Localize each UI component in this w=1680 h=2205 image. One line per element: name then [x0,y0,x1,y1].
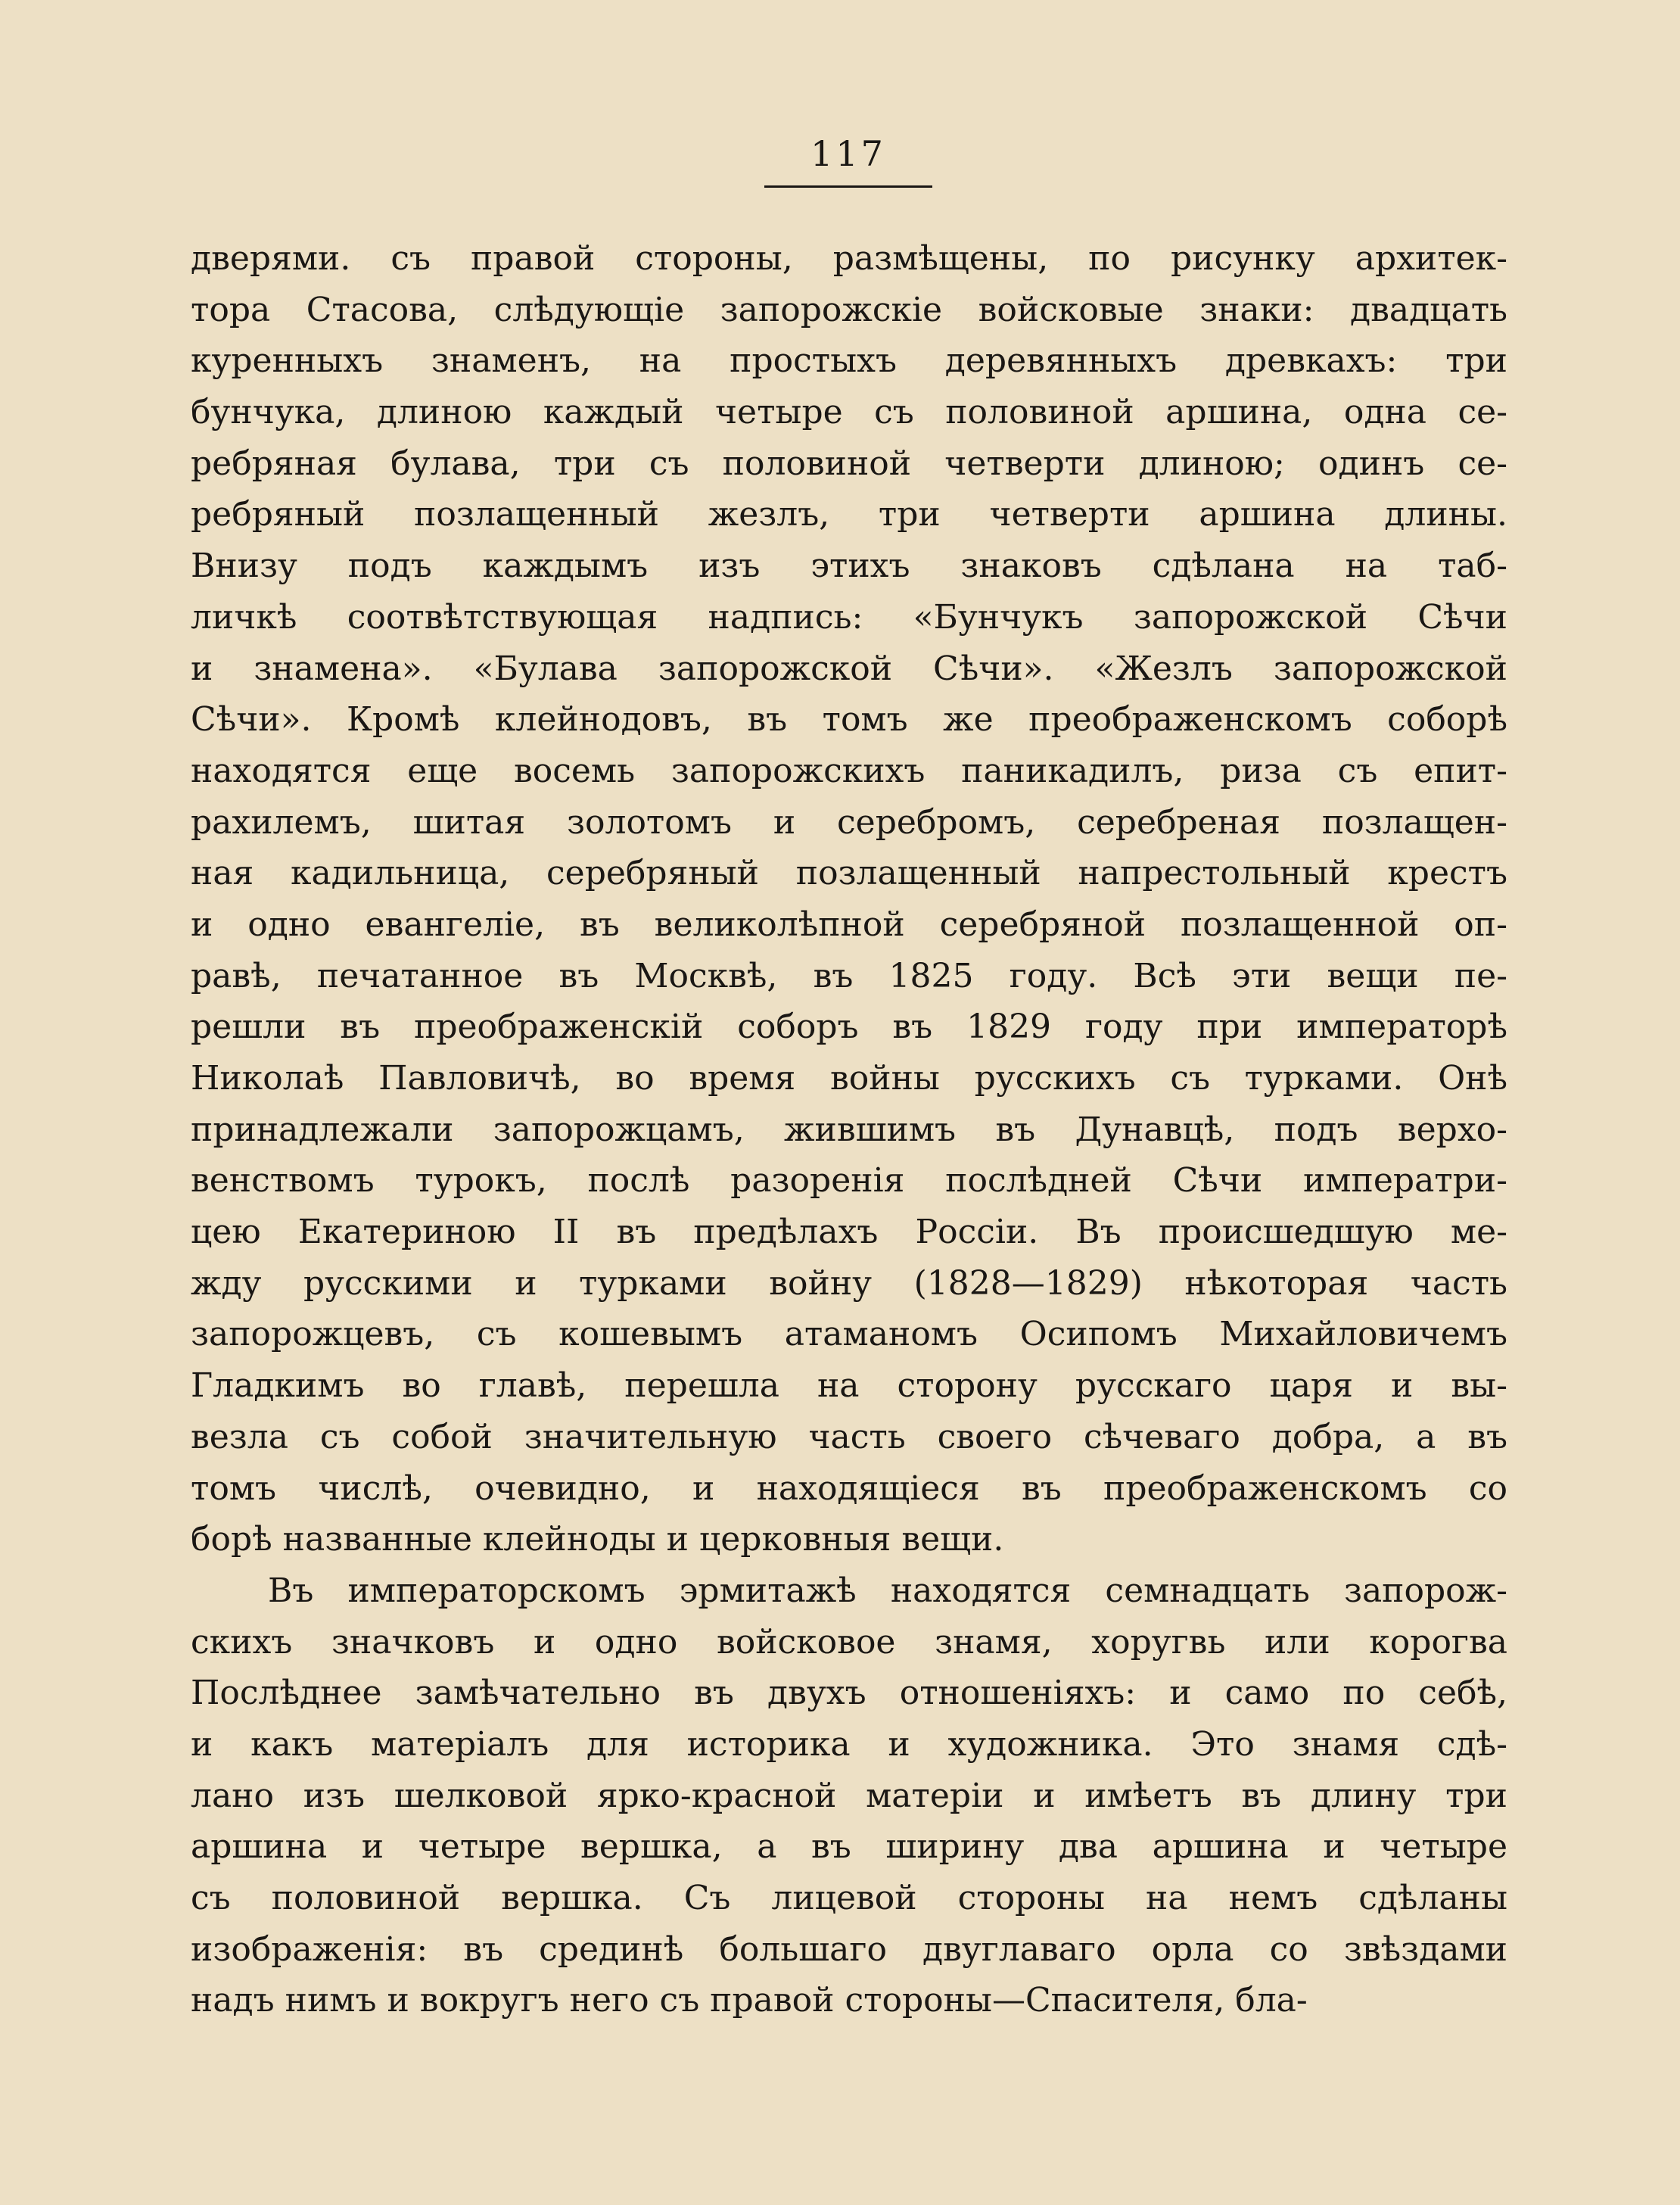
text-line: бунчука, длиною каждый четыре съ половиной аршина, одна се- [191,393,1507,432]
text-line: тора Стасова, слѣдующіе запорожскіе войсковые знаки: двадцать [191,290,1507,329]
text-line: томъ числѣ, очевидно, и находящіеся въ преображенскомъ со [191,1468,1507,1508]
text-line: рахилемъ, шитая золотомъ и серебромъ, серебреная позлащен- [191,802,1507,842]
text-line: ребряный позлащенный жезлъ, три четверти аршина длины. [191,495,1507,534]
text-line: везла съ собой значительную часть своего сѣчеваго добра, а въ [191,1417,1507,1456]
text-line: жду русскими и турками войну (1828—1829) нѣкоторая часть [191,1263,1507,1303]
text-line: изображенія: въ срединѣ большаго двуглаваго орла со звѣздами [191,1929,1507,1969]
text-line: и знамена». «Булава запорожской Сѣчи». «Жезлъ запорожской [191,649,1507,688]
text-line: венствомъ турокъ, послѣ разоренія послѣдней Сѣчи императри- [191,1161,1507,1201]
text-line: запорожцевъ, съ кошевымъ атаманомъ Осипомъ Михайловичемъ [191,1315,1507,1354]
text-line: ная кадильница, серебряный позлащенный напрестольный крестъ [191,854,1507,893]
text-line: скихъ значковъ и одно войсковое знамя, хоругвь или корогва [191,1622,1507,1662]
text-line: Николаѣ Павловичѣ, во время войны русскихъ съ турками. Онѣ [191,1059,1507,1098]
text-line: дверями. съ правой стороны, размѣщены, по рисунку архитек- [191,239,1507,278]
text-line: равѣ, печатанное въ Москвѣ, въ 1825 году. Всѣ эти вещи пе- [191,956,1507,995]
text-line: аршина и четыре вершка, а въ ширину два аршина и четыре [191,1827,1507,1867]
text-line: куренныхъ знаменъ, на простыхъ деревянныхъ древкахъ: три [191,341,1507,381]
text-line: решли въ преображенскій соборъ въ 1829 году при императорѣ [191,1008,1507,1047]
text-line: принадлежали запорожцамъ, жившимъ въ Дунавцѣ, подъ верхо- [191,1110,1507,1149]
text-line: борѣ названные клейноды и церковныя вещи. [191,1520,1004,1559]
page-number-rule [764,185,932,188]
text-line: цею Екатериною II въ предѣлахъ Россіи. Въ происшедшую ме- [191,1213,1507,1252]
text-line: Послѣднее замѣчательно въ двухъ отношеніяхъ: и само по себѣ, [191,1674,1507,1713]
page-header [764,132,932,188]
body-text [191,233,1507,2026]
text-line: Въ императорскомъ эрмитажѣ находятся семнадцать запорож- [268,1571,1507,1610]
text-line: Гладкимъ во главѣ, перешла на сторону русскаго царя и вы- [191,1366,1507,1406]
paragraph [191,233,1507,1565]
text-line: съ половиной вершка. Съ лицевой стороны на немъ сдѣланы [191,1879,1507,1917]
text-line: ребряная булава, три съ половиной четверти длиною; одинъ се- [191,444,1507,483]
text-line: и одно евангеліе, въ великолѣпной серебряной позлащенной оп- [191,905,1507,944]
text-line: надъ нимъ и вокругъ него съ правой стороны—Спасителя, бла- [191,1981,1308,2020]
text-line: Внизу подъ каждымъ изъ этихъ знаковъ сдѣлана на таб- [191,547,1507,586]
text-line: Сѣчи». Кромѣ клейнодовъ, въ томъ же преображенскомъ соборѣ [191,700,1507,740]
text-line: личкѣ соотвѣтствующая надпись: «Бунчукъ запорожской Сѣчи [191,597,1507,637]
text-line: лано изъ шелковой ярко-красной матеріи и имѣетъ въ длину три [191,1776,1507,1815]
paragraph [191,1565,1507,2026]
text-line: находятся еще восемь запорожскихъ паникадилъ, риза съ епит- [191,751,1507,790]
page-number: 117 [810,133,886,174]
text-line: и какъ матеріалъ для историка и художника. Это знамя сдѣ- [191,1724,1507,1764]
